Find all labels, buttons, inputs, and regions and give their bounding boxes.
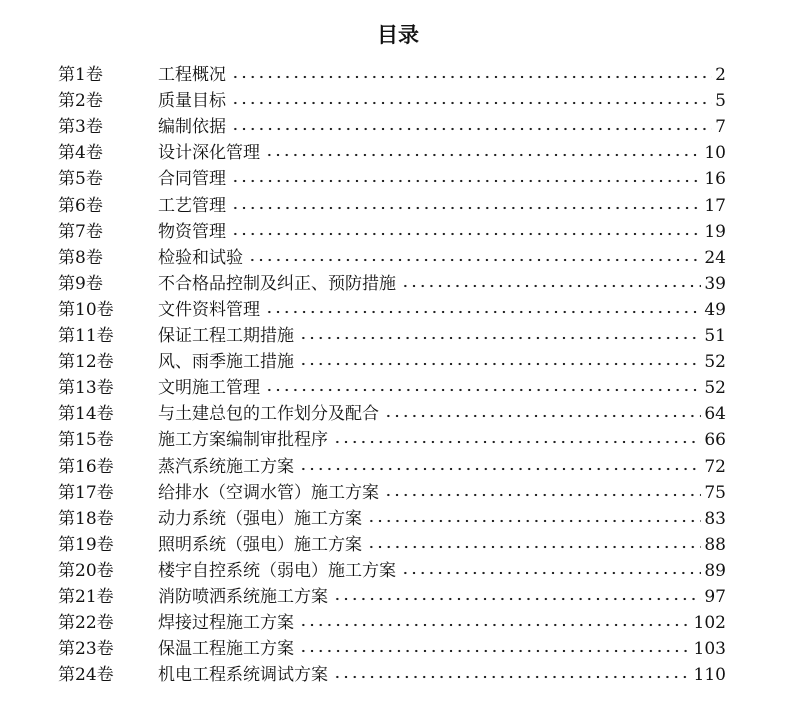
toc-page-number: 17 <box>704 195 726 216</box>
dot-leader <box>231 125 712 133</box>
toc-page-number: 110 <box>693 665 726 686</box>
toc-volume-label: 第16卷 <box>58 456 114 477</box>
toc-volume-label: 第22卷 <box>58 613 114 634</box>
toc-entry-title: 消防喷洒系统施工方案 <box>158 586 328 607</box>
toc-volume-label: 第5卷 <box>58 169 103 190</box>
toc-entry <box>58 166 726 192</box>
toc-entry <box>58 192 726 218</box>
dot-leader <box>265 386 701 394</box>
dot-leader <box>299 334 701 342</box>
toc-page-number: 51 <box>704 326 726 347</box>
toc-entry-title: 蒸汽系统施工方案 <box>158 456 294 477</box>
toc-entry-title: 设计深化管理 <box>158 143 260 164</box>
toc-entry <box>58 140 726 166</box>
toc-volume-label: 第13卷 <box>58 378 114 399</box>
toc-entry-title: 楼宇自控系统（弱电）施工方案 <box>158 560 396 581</box>
toc-page-number: 83 <box>704 508 726 529</box>
toc-entry-title: 焊接过程施工方案 <box>158 613 294 634</box>
dot-leader <box>265 151 701 159</box>
dot-leader <box>299 465 701 473</box>
toc-entry <box>58 88 726 114</box>
toc-page-number: 64 <box>704 404 726 425</box>
toc-entry-title: 机电工程系统调试方案 <box>158 665 328 686</box>
toc-page-number: 16 <box>704 169 726 190</box>
dot-leader <box>231 230 701 238</box>
toc-volume-label: 第19卷 <box>58 534 114 555</box>
toc-page-number: 7 <box>715 117 726 138</box>
dot-leader <box>299 360 701 368</box>
toc-entry <box>58 662 726 688</box>
toc-volume-label: 第8卷 <box>58 247 103 268</box>
toc-entry <box>58 506 726 532</box>
toc-entry <box>58 558 726 584</box>
toc-volume-label: 第21卷 <box>58 586 114 607</box>
toc-entry-title: 检验和试验 <box>158 247 243 268</box>
toc-page-number: 75 <box>704 482 726 503</box>
toc-page-number: 66 <box>704 430 726 451</box>
toc-entry-title: 合同管理 <box>158 169 226 190</box>
dot-leader <box>367 543 701 551</box>
toc-entry-title: 工程概况 <box>158 65 226 86</box>
dot-leader <box>299 647 691 655</box>
toc-entry-title: 照明系统（强电）施工方案 <box>158 534 362 555</box>
toc-entry <box>58 297 726 323</box>
toc-page-number: 49 <box>704 299 726 320</box>
dot-leader <box>367 517 701 525</box>
dot-leader <box>401 282 701 290</box>
toc-volume-label: 第18卷 <box>58 508 114 529</box>
toc-page-number: 102 <box>693 613 726 634</box>
toc-entry-title: 与土建总包的工作划分及配合 <box>158 404 379 425</box>
toc-volume-label: 第9卷 <box>58 273 103 294</box>
toc-entry-title: 不合格品控制及纠正、预防措施 <box>158 273 396 294</box>
toc-entry-title: 保证工程工期措施 <box>158 326 294 347</box>
toc-volume-label: 第4卷 <box>58 143 103 164</box>
toc-entry <box>58 584 726 610</box>
toc-volume-label: 第2卷 <box>58 91 103 112</box>
toc-page-number: 52 <box>704 352 726 373</box>
toc-entry-title: 风、雨季施工措施 <box>158 352 294 373</box>
toc-volume-label: 第10卷 <box>58 299 114 320</box>
toc-entry-title: 质量目标 <box>158 91 226 112</box>
dot-leader <box>231 99 712 107</box>
toc-page-number: 19 <box>704 221 726 242</box>
table-of-contents <box>58 62 726 688</box>
toc-entry <box>58 636 726 662</box>
toc-entry <box>58 375 726 401</box>
toc-page-number: 2 <box>715 65 726 86</box>
toc-volume-label: 第23卷 <box>58 639 114 660</box>
toc-page-number: 89 <box>704 560 726 581</box>
dot-leader <box>384 491 701 499</box>
toc-entry <box>58 271 726 297</box>
toc-entry <box>58 610 726 636</box>
toc-entry-title: 保温工程施工方案 <box>158 639 294 660</box>
dot-leader <box>248 256 701 264</box>
toc-entry-title: 动力系统（强电）施工方案 <box>158 508 362 529</box>
toc-entry <box>58 427 726 453</box>
toc-entry <box>58 401 726 427</box>
toc-page-number: 39 <box>704 273 726 294</box>
toc-page-number: 10 <box>704 143 726 164</box>
toc-page-number: 72 <box>704 456 726 477</box>
toc-volume-label: 第12卷 <box>58 352 114 373</box>
dot-leader <box>265 308 701 316</box>
toc-page-number: 88 <box>704 534 726 555</box>
toc-volume-label: 第1卷 <box>58 65 103 86</box>
toc-entry-title: 文明施工管理 <box>158 378 260 399</box>
toc-page-number: 5 <box>715 91 726 112</box>
dot-leader <box>333 438 701 446</box>
toc-volume-label: 第15卷 <box>58 430 114 451</box>
toc-volume-label: 第3卷 <box>58 117 103 138</box>
toc-volume-label: 第14卷 <box>58 404 114 425</box>
toc-entry <box>58 349 726 375</box>
page-title: 目录 <box>377 23 419 47</box>
dot-leader <box>231 204 701 212</box>
toc-page-number: 24 <box>704 247 726 268</box>
toc-entry <box>58 62 726 88</box>
toc-entry-title: 物资管理 <box>158 221 226 242</box>
toc-volume-label: 第6卷 <box>58 195 103 216</box>
toc-page-number: 97 <box>704 586 726 607</box>
toc-entry <box>58 453 726 479</box>
dot-leader <box>231 73 712 81</box>
toc-volume-label: 第11卷 <box>58 326 114 347</box>
toc-volume-label: 第7卷 <box>58 221 103 242</box>
dot-leader <box>231 177 701 185</box>
dot-leader <box>299 621 691 629</box>
toc-volume-label: 第20卷 <box>58 560 114 581</box>
toc-entry <box>58 532 726 558</box>
toc-page-number: 103 <box>693 639 726 660</box>
dot-leader <box>333 595 701 603</box>
toc-entry <box>58 114 726 140</box>
toc-entry-title: 文件资料管理 <box>158 299 260 320</box>
dot-leader <box>384 412 701 420</box>
toc-entry <box>58 219 726 245</box>
dot-leader <box>333 673 691 681</box>
dot-leader <box>401 569 701 577</box>
toc-entry <box>58 323 726 349</box>
toc-entry-title: 工艺管理 <box>158 195 226 216</box>
toc-entry-title: 施工方案编制审批程序 <box>158 430 328 451</box>
toc-volume-label: 第24卷 <box>58 665 114 686</box>
toc-entry <box>58 480 726 506</box>
toc-page-number: 52 <box>704 378 726 399</box>
toc-entry-title: 编制依据 <box>158 117 226 138</box>
toc-volume-label: 第17卷 <box>58 482 114 503</box>
toc-entry <box>58 245 726 271</box>
toc-entry-title: 给排水（空调水管）施工方案 <box>158 482 379 503</box>
